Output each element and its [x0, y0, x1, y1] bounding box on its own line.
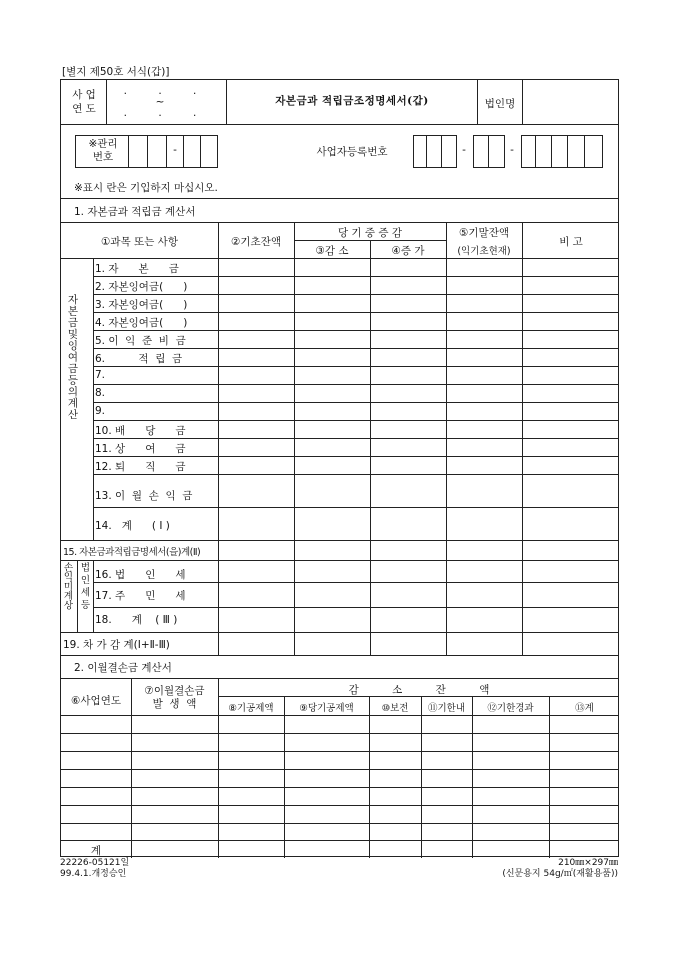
- s2-col-year: ⑥사업연도: [71, 695, 121, 707]
- s1-row-5: 5. 이 익 준 비 금: [95, 335, 186, 347]
- s1-row-4: 4. 자본잉여금( ): [95, 317, 188, 329]
- section2-title: 2. 이월결손금 계산서: [74, 662, 172, 674]
- mgmt-number-dash: -: [173, 144, 177, 156]
- biz-reg-field-1[interactable]: [413, 135, 457, 168]
- footer-right-line2: (신문용지 54g/㎡(재활용품)): [502, 869, 618, 879]
- business-year-label-cell: [61, 80, 107, 124]
- s2-col-compensation: ⑩보전: [381, 703, 409, 714]
- s1-row-16: 16. 법 인 세: [95, 569, 186, 581]
- s2-col-loss-amount: ⑦이월결손금 발 생 액: [144, 685, 205, 710]
- section1-title: 1. 자본금과 적립금 계산서: [74, 206, 196, 218]
- s1-row-15: 15. 자본금과적립금명세서(을)계(Ⅱ): [63, 547, 201, 558]
- s1-row-9: 9.: [95, 405, 106, 417]
- footer-left: [60, 858, 129, 880]
- business-year-field[interactable]: [107, 80, 227, 124]
- biz-reg-field-2[interactable]: [473, 135, 505, 168]
- col-increase-header: ④증 가: [391, 245, 425, 257]
- corp-name-label: 법인명: [484, 98, 516, 110]
- s1-row-8: 8.: [95, 387, 106, 399]
- biz-reg-field-3[interactable]: [521, 135, 603, 168]
- s1-row-2: 2. 자본잉여금( ): [95, 281, 188, 293]
- biz-reg-label: 사업자등록번호: [316, 146, 388, 158]
- s1-row-3: 3. 자본잉여금( ): [95, 299, 188, 311]
- biz-reg-dash-1: -: [462, 144, 466, 156]
- col-closing-header: ⑤기말잔액: [459, 227, 509, 239]
- s1-row-11: 11. 상 여 금: [95, 443, 186, 455]
- mgmt-number-label: ※관리 번호: [88, 138, 118, 163]
- col-closing-subheader: (익기초현재): [457, 246, 511, 257]
- col-remarks-header: 비 고: [559, 236, 583, 248]
- corp-name-label-cell: [477, 80, 523, 124]
- biz-reg-dash-2: -: [510, 144, 514, 156]
- s2-col-deduction-balance: 감 소 잔 액: [348, 684, 490, 696]
- col-decrease-header: ③감 소: [315, 245, 349, 257]
- footer-left-line2: 99.4.1.개정승인: [60, 869, 127, 879]
- col-opening-header: ②기초잔액: [231, 236, 281, 248]
- mgmt-number-digit-3[interactable]: [183, 135, 201, 168]
- tax-group-label-b: 법인세등: [78, 562, 90, 612]
- s1-row-1: 1. 자 본 금: [95, 263, 179, 275]
- s1-row-13: 13. 이 월 손 익 금: [95, 490, 193, 502]
- col-change-header: 당 기 중 증 감: [337, 227, 403, 239]
- section1-group-label: 자본금및잉여금등의계산: [66, 294, 79, 421]
- footer-right-line1: 210㎜×297㎜: [558, 858, 618, 868]
- col-item-header: ①과목 또는 사항: [101, 236, 178, 248]
- s1-row-6: 6. 적 립 금: [95, 353, 183, 365]
- s2-col-total: ⑬계: [575, 703, 594, 714]
- s1-row-19: 19. 차 가 감 계(Ⅰ+Ⅱ-Ⅲ): [63, 639, 170, 651]
- s2-col-current-deduction: ⑨당기공제액: [299, 703, 354, 714]
- corp-name-field[interactable]: [523, 80, 620, 124]
- business-year-label: 사 업 연 도: [72, 89, 96, 115]
- mgmt-number-digit-2[interactable]: [147, 135, 167, 168]
- footer-right: [502, 858, 618, 880]
- s2-col-expired: ⑫기한경과: [487, 703, 534, 714]
- s1-row-18: 18. 계 ( Ⅲ ): [95, 614, 178, 626]
- s2-col-within-period: ⑪기한내: [427, 703, 466, 714]
- form-sheet: [60, 79, 619, 857]
- s1-row-17: 17. 주 민 세: [95, 590, 186, 602]
- title-cell: [227, 80, 477, 124]
- s1-row-12: 12. 퇴 직 금: [95, 461, 186, 473]
- form-id: [별지 제50호 서식(갑)]: [62, 66, 170, 78]
- period-marks: . . . ~ . . .: [123, 85, 211, 119]
- footer-left-line1: 22226-05121일: [60, 858, 130, 868]
- mgmt-number-digit-1[interactable]: [128, 135, 148, 168]
- mgmt-number-digit-4[interactable]: [200, 135, 218, 168]
- s2-total-label: 계: [90, 845, 102, 857]
- notice-text: ※표시 란은 기입하지 마십시오.: [74, 182, 218, 194]
- s1-row-10: 10. 배 당 금: [95, 425, 186, 437]
- s1-row-14: 14. 계 ( Ⅰ ): [95, 520, 170, 532]
- tax-group-label-a: 손익미계상: [61, 562, 73, 610]
- s2-col-prior-deduction: ⑧기공제액: [228, 703, 274, 714]
- s1-row-7: 7.: [95, 369, 106, 381]
- form-title: 자본금과 적립금조정명세서(갑): [275, 95, 429, 107]
